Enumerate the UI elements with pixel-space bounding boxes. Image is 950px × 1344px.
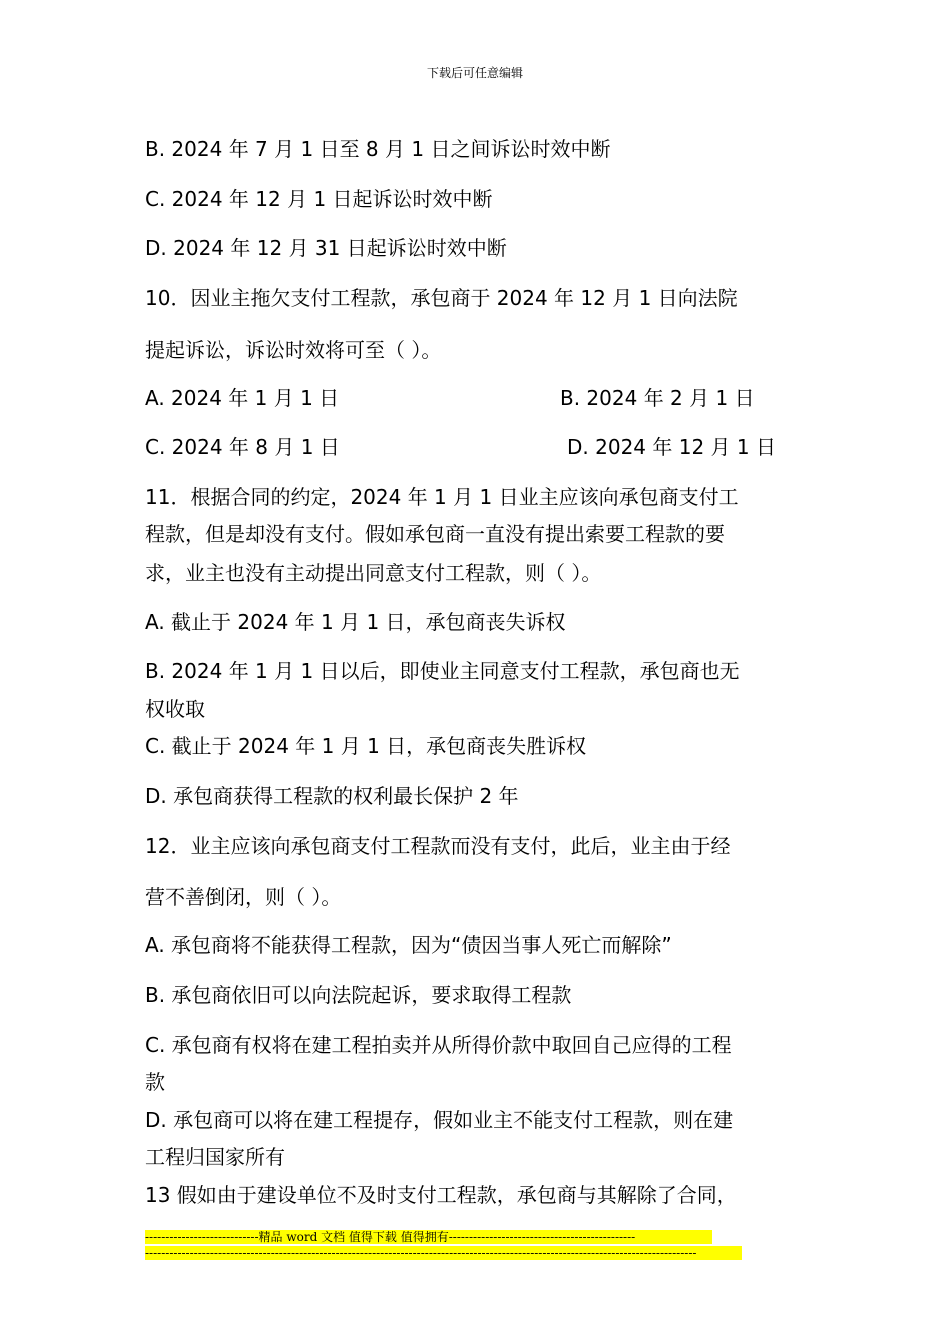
option-c: C. 2024 年 8 月 1 日 <box>145 435 340 459</box>
text-line: D. 2024 年 12 月 31 日起诉讼时效中断 <box>145 236 507 260</box>
text-line: B. 2024 年 7 月 1 日至 8 月 1 日之间诉讼时效中断 <box>145 137 611 161</box>
option-c: C. 截止于 2024 年 1 月 1 日，承包商丧失胜诉权 <box>145 734 587 758</box>
option-d: D. 2024 年 12 月 1 日 <box>567 435 776 459</box>
option-a: A. 2024 年 1 月 1 日 <box>145 386 340 410</box>
option-b: B. 承包商依旧可以向法院起诉，要求取得工程款 <box>145 983 572 1007</box>
question-13: 13 假如由于建设单位不及时支付工程款，承包商与其解除了合同， <box>145 1183 737 1207</box>
text-line: 款 <box>145 1070 165 1094</box>
option-d: D. 承包商可以将在建工程提存，假如业主不能支付工程款，则在建 <box>145 1108 734 1132</box>
question-10: 10．因业主拖欠支付工程款，承包商于 2024 年 12 月 1 日向法院 <box>145 286 738 310</box>
question-11: 11．根据合同的约定，2024 年 1 月 1 日业主应该向承包商支付工 <box>145 485 739 509</box>
text-line: 求，业主也没有主动提出同意支付工程款，则（ ）。 <box>145 561 602 585</box>
text-line: 工程归国家所有 <box>145 1145 285 1169</box>
option-b: B. 2024 年 2 月 1 日 <box>560 386 755 410</box>
option-d: D. 承包商获得工程款的权利最长保护 2 年 <box>145 784 519 808</box>
text-line: 程款，但是却没有支付。假如承包商一直没有提出索要工程款的要 <box>145 522 725 546</box>
question-12: 12．业主应该向承包商支付工程款而没有支付，此后，业主由于经 <box>145 834 731 858</box>
option-a: A. 承包商将不能获得工程款，因为“债因当事人死亡而解除” <box>145 933 672 957</box>
option-a: A. 截止于 2024 年 1 月 1 日，承包商丧失诉权 <box>145 610 566 634</box>
text-line: 营不善倒闭，则（ ）。 <box>145 885 342 909</box>
option-c: C. 承包商有权将在建工程拍卖并从所得价款中取回自己应得的工程 <box>145 1033 732 1057</box>
text-line: 权收取 <box>145 697 205 721</box>
text-line: 提起诉讼，诉讼时效将可至（ ）。 <box>145 338 442 362</box>
text-line: C. 2024 年 12 月 1 日起诉讼时效中断 <box>145 187 493 211</box>
option-b: B. 2024 年 1 月 1 日以后，即使业主同意支付工程款，承包商也无 <box>145 659 740 683</box>
footer-banner-line2: ---------------------------------------------------------------------------------------------------------------------------------------- <box>145 1246 742 1260</box>
footer-banner-line1: ----------------------------精品 word 文档 值得下载 值得拥有---------------------------------------------- <box>145 1230 712 1244</box>
page-header: 下载后可任意编辑 <box>426 66 523 80</box>
